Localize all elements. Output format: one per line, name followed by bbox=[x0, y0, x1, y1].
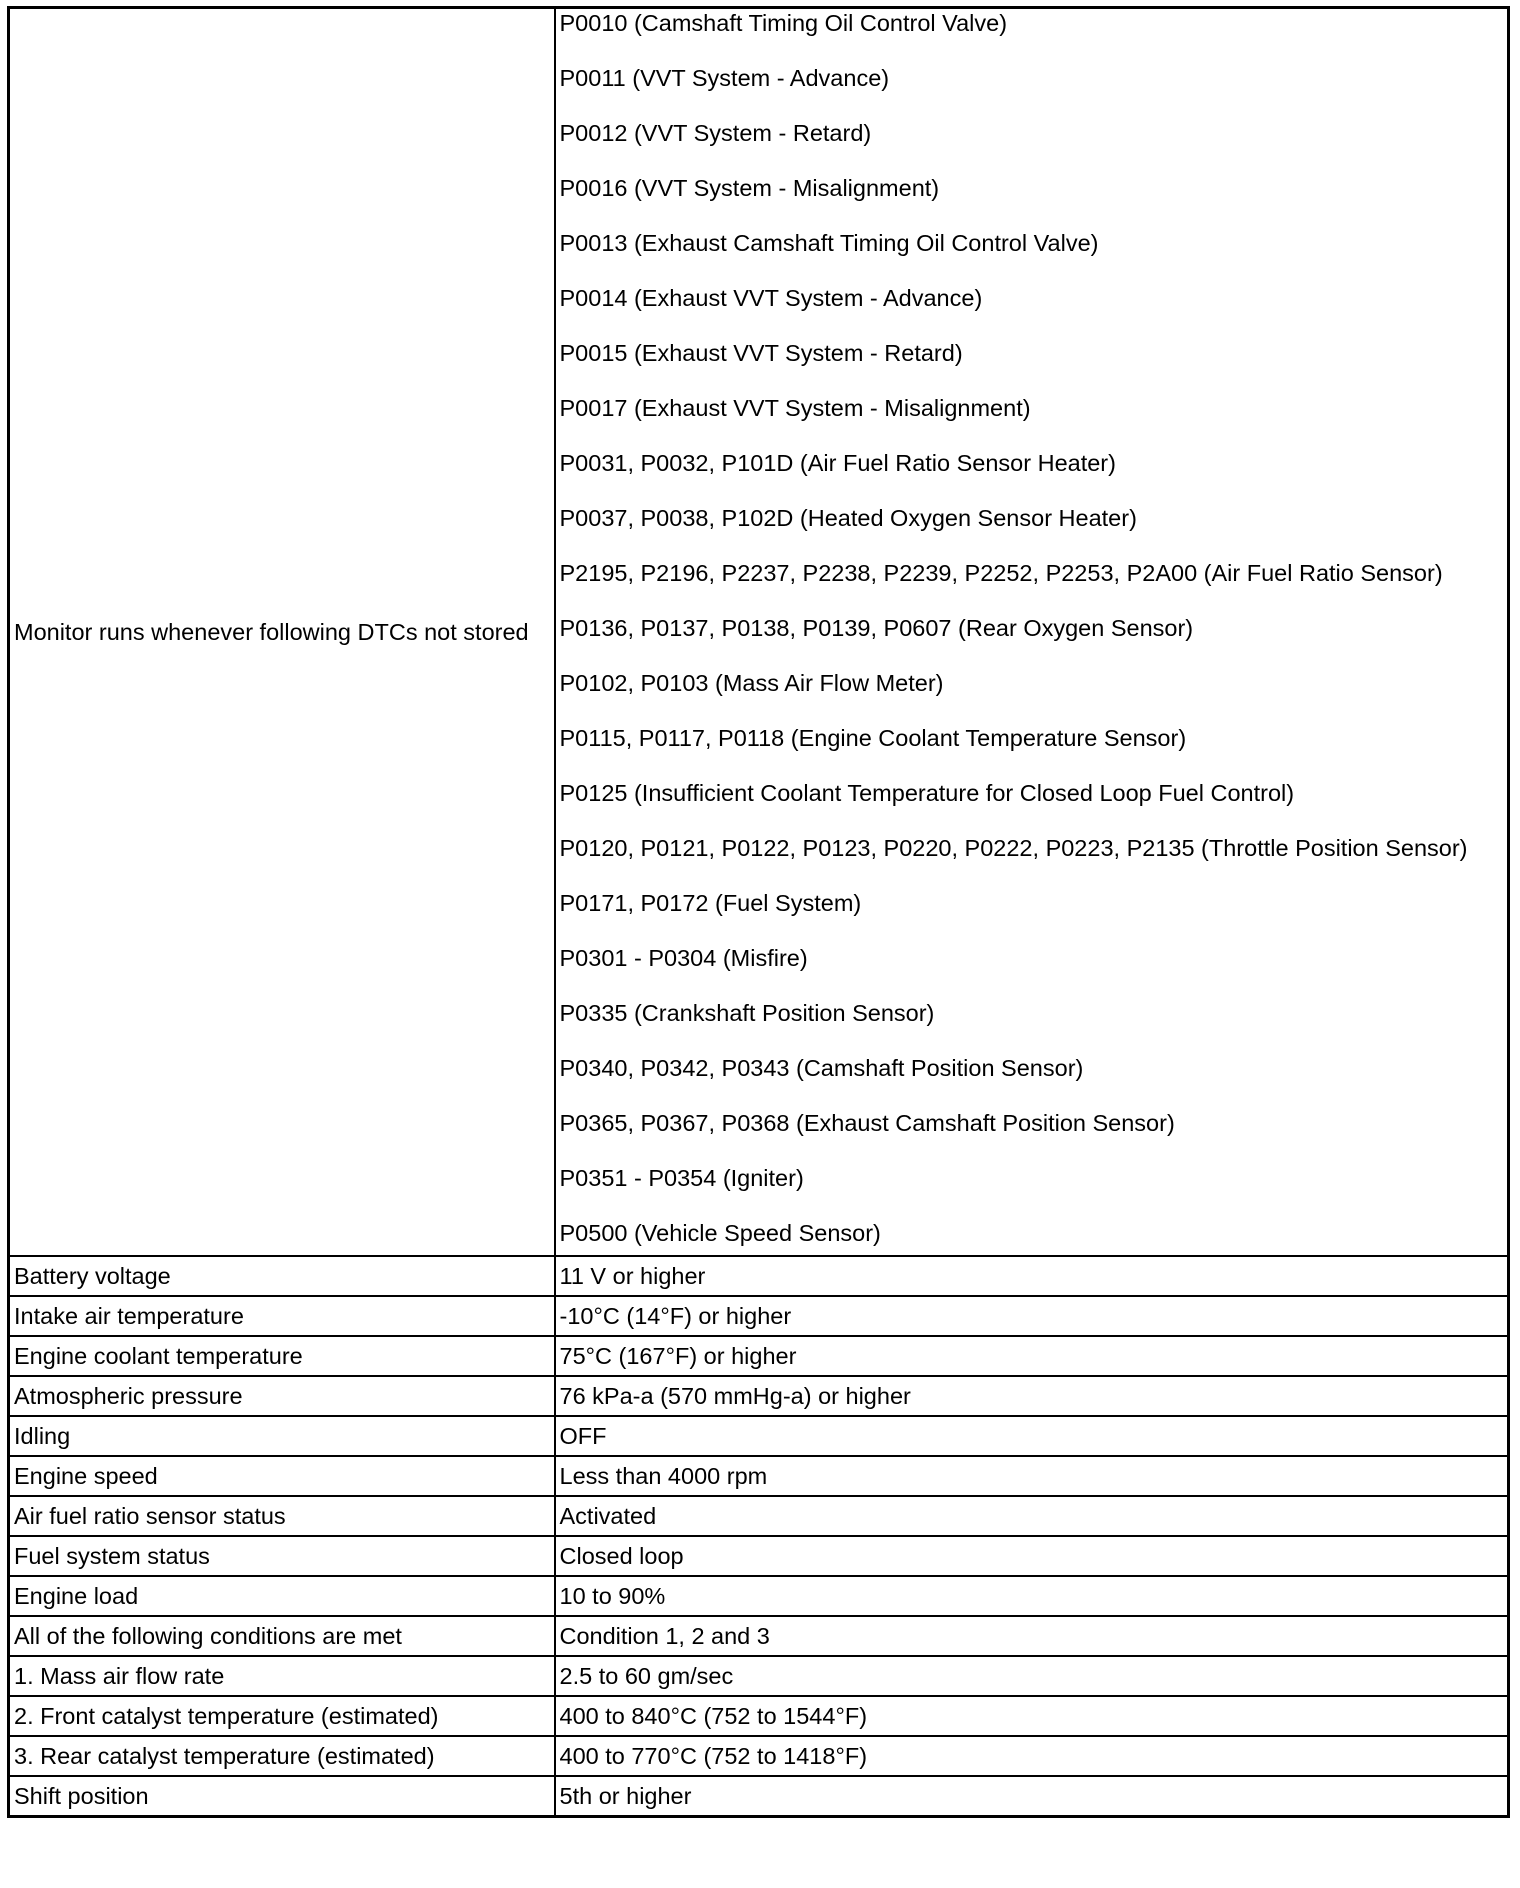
monitor-conditions-table bbox=[7, 6, 1510, 1818]
monitor-dtc-row bbox=[9, 8, 1509, 1257]
condition-label: Battery voltage bbox=[9, 1256, 555, 1296]
condition-value: 400 to 770°C (752 to 1418°F) bbox=[555, 1736, 1509, 1776]
dtc-list-item: P2195, P2196, P2237, P2238, P2239, P2252, P2253, P2A00 (Air Fuel Ratio Sensor) bbox=[559, 560, 1443, 586]
dtc-list-item: P0014 (Exhaust VVT System - Advance) bbox=[559, 285, 983, 311]
condition-value: Condition 1, 2 and 3 bbox=[555, 1616, 1509, 1656]
dtc-list-item: P0016 (VVT System - Misalignment) bbox=[559, 175, 940, 201]
dtc-list-item: P0011 (VVT System - Advance) bbox=[559, 65, 890, 91]
dtc-list-item: P0125 (Insufficient Coolant Temperature for Closed Loop Fuel Control) bbox=[559, 780, 1295, 806]
dtc-list-item: P0301 - P0304 (Misfire) bbox=[559, 945, 808, 971]
table-row bbox=[9, 1496, 1509, 1536]
dtc-list-item: P0031, P0032, P101D (Air Fuel Ratio Sensor Heater) bbox=[559, 450, 1116, 476]
dtc-list-item: P0010 (Camshaft Timing Oil Control Valve) bbox=[559, 10, 1008, 36]
condition-value: 5th or higher bbox=[555, 1776, 1509, 1817]
condition-label: Engine speed bbox=[9, 1456, 555, 1496]
table-row bbox=[9, 1376, 1509, 1416]
dtc-list-item: P0012 (VVT System - Retard) bbox=[559, 120, 872, 146]
table-row bbox=[9, 1576, 1509, 1616]
condition-label: 2. Front catalyst temperature (estimated) bbox=[9, 1696, 555, 1736]
table-row bbox=[9, 1776, 1509, 1817]
table-row bbox=[9, 1616, 1509, 1656]
dtc-list-item: P0351 - P0354 (Igniter) bbox=[559, 1165, 804, 1191]
condition-value: Closed loop bbox=[555, 1536, 1509, 1576]
condition-label: Engine load bbox=[9, 1576, 555, 1616]
table-row bbox=[9, 1456, 1509, 1496]
condition-value: 400 to 840°C (752 to 1544°F) bbox=[555, 1696, 1509, 1736]
condition-label: Idling bbox=[9, 1416, 555, 1456]
condition-value: 76 kPa-a (570 mmHg-a) or higher bbox=[555, 1376, 1509, 1416]
dtc-list-item: P0171, P0172 (Fuel System) bbox=[559, 890, 862, 916]
dtc-list-item: P0013 (Exhaust Camshaft Timing Oil Control Valve) bbox=[559, 230, 1099, 256]
condition-value: OFF bbox=[555, 1416, 1509, 1456]
condition-label: All of the following conditions are met bbox=[9, 1616, 555, 1656]
dtc-list-item: P0365, P0367, P0368 (Exhaust Camshaft Position Sensor) bbox=[559, 1110, 1175, 1136]
dtc-list-item: P0015 (Exhaust VVT System - Retard) bbox=[559, 340, 963, 366]
condition-label: 3. Rear catalyst temperature (estimated) bbox=[9, 1736, 555, 1776]
condition-label: Intake air temperature bbox=[9, 1296, 555, 1336]
condition-label: 1. Mass air flow rate bbox=[9, 1656, 555, 1696]
table-row bbox=[9, 1416, 1509, 1456]
table-row bbox=[9, 1536, 1509, 1576]
dtc-list-item: P0102, P0103 (Mass Air Flow Meter) bbox=[559, 670, 944, 696]
dtc-list-item: P0136, P0137, P0138, P0139, P0607 (Rear Oxygen Sensor) bbox=[559, 615, 1194, 641]
dtc-list-item: P0120, P0121, P0122, P0123, P0220, P0222, P0223, P2135 (Throttle Position Sensor) bbox=[559, 835, 1468, 861]
table-row bbox=[9, 1656, 1509, 1696]
condition-label: Atmospheric pressure bbox=[9, 1376, 555, 1416]
condition-label: Engine coolant temperature bbox=[9, 1336, 555, 1376]
condition-value: 10 to 90% bbox=[555, 1576, 1509, 1616]
table-row bbox=[9, 1696, 1509, 1736]
condition-value: 2.5 to 60 gm/sec bbox=[555, 1656, 1509, 1696]
condition-label: Fuel system status bbox=[9, 1536, 555, 1576]
dtc-list-item: P0500 (Vehicle Speed Sensor) bbox=[559, 1220, 881, 1246]
dtc-list-item: P0037, P0038, P102D (Heated Oxygen Sensor Heater) bbox=[559, 505, 1137, 531]
dtc-list-item: P0017 (Exhaust VVT System - Misalignment) bbox=[559, 395, 1031, 421]
table-row bbox=[9, 1336, 1509, 1376]
table-row bbox=[9, 1736, 1509, 1776]
table-row bbox=[9, 1256, 1509, 1296]
condition-value: 11 V or higher bbox=[555, 1256, 1509, 1296]
monitor-condition-label: Monitor runs whenever following DTCs not stored bbox=[9, 8, 555, 1257]
dtc-list-cell bbox=[555, 8, 1509, 1257]
condition-value: 75°C (167°F) or higher bbox=[555, 1336, 1509, 1376]
condition-value: Less than 4000 rpm bbox=[555, 1456, 1509, 1496]
condition-value: -10°C (14°F) or higher bbox=[555, 1296, 1509, 1336]
condition-label: Shift position bbox=[9, 1776, 555, 1817]
dtc-list-item: P0115, P0117, P0118 (Engine Coolant Temperature Sensor) bbox=[559, 725, 1187, 751]
condition-value: Activated bbox=[555, 1496, 1509, 1536]
dtc-list-item: P0340, P0342, P0343 (Camshaft Position Sensor) bbox=[559, 1055, 1084, 1081]
condition-label: Air fuel ratio sensor status bbox=[9, 1496, 555, 1536]
dtc-list-item: P0335 (Crankshaft Position Sensor) bbox=[559, 1000, 935, 1026]
table-body bbox=[9, 8, 1509, 1817]
table-row bbox=[9, 1296, 1509, 1336]
